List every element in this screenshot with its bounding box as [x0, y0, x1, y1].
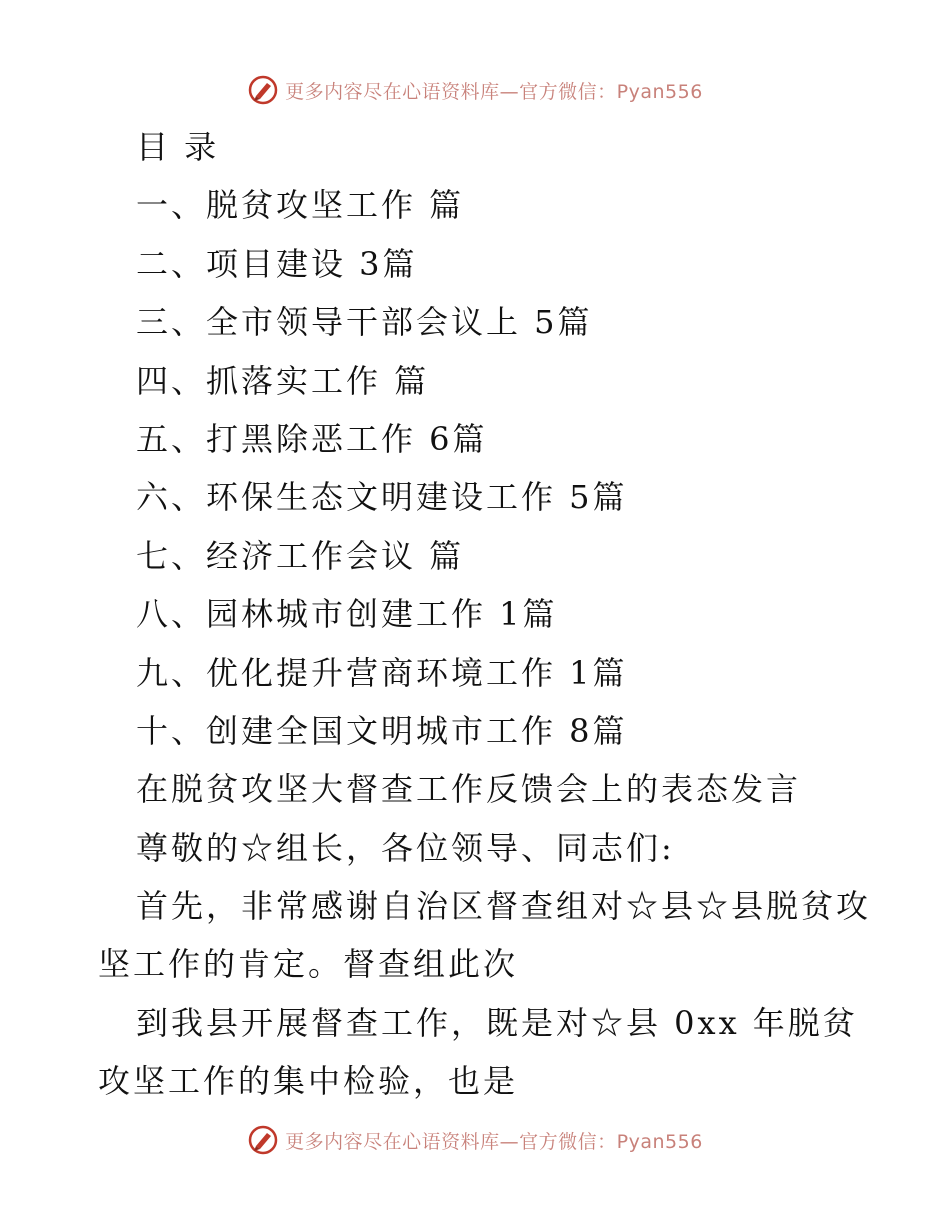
toc-item: 八、园林城市创建工作 1篇 [136, 595, 558, 634]
toc-item: 七、经济工作会议 篇 [136, 536, 465, 575]
watermark-text: 更多内容尽在心语资料库—官方微信：Pyan556 [285, 1130, 703, 1153]
toc-item: 四、抓落实工作 篇 [136, 361, 430, 400]
paragraph-line: 首先，非常感谢自治区督查组对☆县☆县脱贫攻 [136, 887, 872, 926]
toc-item: 二、项目建设 3篇 [136, 244, 418, 283]
toc-item: 三、全市领导干部会议上 5篇 [136, 303, 593, 342]
toc-item: 六、环保生态文明建设工作 5篇 [136, 478, 628, 517]
document-body [98, 118, 872, 1111]
paragraph-line: 攻坚工作的集中检验，也是 [98, 1062, 519, 1101]
toc-item: 一、脱贫攻坚工作 篇 [136, 186, 465, 225]
article-title: 在脱贫攻坚大督查工作反馈会上的表态发言 [136, 770, 802, 809]
toc-item: 九、优化提升营商环境工作 1篇 [136, 653, 628, 692]
watermark-header [0, 70, 950, 110]
toc-title: 目 录 [136, 128, 220, 166]
pen-circle-logo-icon [247, 1124, 279, 1156]
watermark-footer [0, 1120, 950, 1160]
salutation: 尊敬的☆组长，各位领导、同志们: [136, 828, 675, 867]
paragraph-line: 到我县开展督查工作，既是对☆县 0xx 年脱贫 [136, 1003, 858, 1042]
toc-item: 五、打黑除恶工作 6篇 [136, 419, 488, 458]
watermark-text: 更多内容尽在心语资料库—官方微信：Pyan556 [285, 80, 703, 103]
toc-item: 十、创建全国文明城市工作 8篇 [136, 711, 628, 750]
paragraph-line: 坚工作的肯定。督查组此次 [98, 945, 519, 984]
pen-circle-logo-icon [247, 74, 279, 106]
